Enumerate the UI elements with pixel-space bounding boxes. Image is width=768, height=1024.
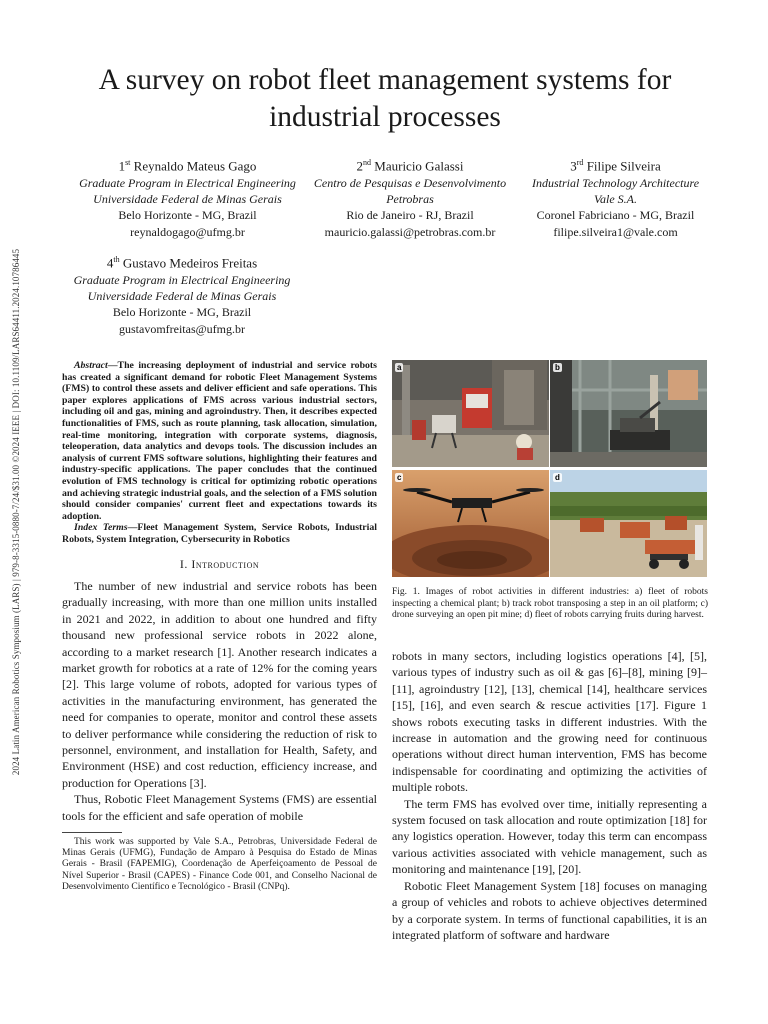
author-block-4: 4th Gustavo Medeiros Freitas Graduate Program in Electrical Engineering Universidade Federal de Minas Gerais Belo Horizonte - MG, Brazil gustavomfreitas@ufmg.br (52, 252, 312, 337)
intro-paragraph-1: The number of new industrial and service robots has been gradually increasing, with more than one million units installed in 2021 and 2022, in addition to about one hundred and fifty thousand new professional service robots in 2022 alone, according to a market research [1]. Another research indicates a market growth for robotics at a rate of 12% for the coming years [2]. This large volume of robots, adopted for various types of activities in the manufacturing environment, has generated the need for companies to operate, monitor and control these assets to deliver performance while considering the reduction of risk to personnel, environment, and installation for Health, Safety, and Environment (HSE) and cost reduction, efficiency increase, and production for Operations [3]. (62, 578, 377, 790)
author-affiliation: Industrial Technology Architecture (531, 175, 700, 190)
author-block-3: 3rd Filipe Silveira Industrial Technology Architecture Vale S.A. Coronel Fabriciano - MG, Brazil filipe.silveira1@vale.com (518, 155, 713, 240)
author-affiliation: Centro de Pesquisas e Desenvolvimento (313, 175, 507, 190)
author-affiliation: Graduate Program in Electrical Engineering (73, 272, 291, 287)
abstract (62, 360, 377, 522)
author-institution: Vale S.A. (594, 191, 637, 206)
publication-banner (8, 214, 24, 810)
author-name: Filipe Silveira (586, 158, 661, 174)
left-column (62, 360, 377, 893)
figure-panel-a (392, 360, 549, 467)
index-terms (62, 522, 377, 545)
right-paragraph-2: The term FMS has evolved over time, initially representing a system focused on task allocation and route optimization [18] for any logistics operation. However, today this term can encompass various activities associated with vehicle management, such as monitoring and maintenance [19], [20]. (392, 796, 707, 877)
author-name: Mauricio Galassi (374, 158, 464, 174)
footnote-divider (62, 832, 122, 833)
author-block-1: 1st Reynaldo Mateus Gago Graduate Program in Electrical Engineering Universidade Federal de Minas Gerais Belo Horizonte - MG, Brazil reynaldogago@ufmg.br (55, 155, 320, 240)
author-institution: Petrobras (386, 191, 434, 206)
author-location: Rio de Janeiro - RJ, Brazil (346, 208, 474, 223)
author-location: Coronel Fabriciano - MG, Brazil (536, 208, 695, 223)
abstract-text: —The increasing deployment of industrial and service robots has created a significant demand for robotic Fleet Management Systems (FMS) to control these assets and deliver efficient and safe operations. This paper explores applications of FMS across various industrial sectors, including oil and gas, mining and agroindustry. Then, it describes expected functionalities of FMS, such as route planning, task allocation, simulation, real-time monitoring, integration with corporate systems, diagnosis, teleoperation, data analytics and devops tools. The discussion includes an analysis of current FMS software solutions, highlighting their features and industry-specific applications. The paper concludes that the continued evolution of FMS technology is critical for optimizing robotic operations and achieving strategic industrial goals, and the selection of a FMS solution should consider companies' current fleet and expectations towards its adoption. (62, 360, 377, 522)
intro-paragraph-2: Thus, Robotic Fleet Management Systems (FMS) are essential tools for the efficient and safe operation of mobile (62, 792, 377, 823)
author-email: gustavomfreitas@ufmg.br (118, 321, 246, 336)
author-affiliation: Graduate Program in Electrical Engineering (79, 175, 296, 190)
author-name: Reynaldo Mateus Gago (133, 158, 257, 174)
oil-platform-track-robot-photo (550, 360, 707, 467)
index-terms-text: —Fleet Management System, Service Robots, Industrial Robots, System Integration, Cybersecurity in Robotics (62, 522, 377, 545)
figure-panel-c (392, 470, 549, 577)
figure-caption: Fig. 1. Images of robot activities in different industries: a) fleet of robots inspecting a chemical plant; b) track robot transposing a step in an oil platform; c) drone surveying an open pit mine; d) fleet of robots carrying fruits during harvest. (392, 587, 708, 620)
index-terms-label: Index Terms (74, 522, 128, 534)
right-column (392, 648, 707, 943)
author-location: Belo Horizonte - MG, Brazil (112, 305, 252, 320)
panel-label-a: a (397, 363, 402, 372)
chemical-plant-robots-photo (392, 360, 549, 467)
funding-footnote: This work was supported by Vale S.A., Petrobras, Universidade Federal de Minas Gerais (UFMG), Fundação de Amparo à Pesquisa do Estado de Minas Gerais - Brasil (FAPEMIG), Coordenação de Aperfeiçoamento de Pessoal de Nível Superior - Brasil (CAPES) - Finance Code 001, and Conselho Nacional de Desenvolvimento Científico e Tecnológico - Brasil (CNPq). (62, 837, 377, 892)
author-institution: Universidade Federal de Minas Gerais (93, 191, 282, 206)
author-institution: Universidade Federal de Minas Gerais (87, 288, 277, 303)
publication-banner-text: 2024 Latin American Robotics Symposium (LARS) | 979-8-3315-0880-7/24/$31.00 ©2024 IEEE | DOI: 10.1109/LARS64411.2024.10786445 (11, 248, 21, 776)
author-block-2: 2nd Mauricio Galassi Centro de Pesquisas e Desenvolvimento Petrobras Rio de Janeiro - RJ, Brazil mauricio.galassi@petrobras.com.br (305, 155, 515, 240)
panel-label-b: b (555, 363, 560, 372)
panel-label-d: d (555, 473, 560, 482)
author-email: mauricio.galassi@petrobras.com.br (324, 224, 496, 239)
author-name: Gustavo Medeiros Freitas (122, 255, 258, 271)
panel-label-c: c (397, 473, 402, 482)
right-paragraph-1: robots in many sectors, including logistics operations [4], [5], various types of industry such as oil & gas [6]–[8], mining [9]–[11], agroindustry [12], [13], chemical [14], healthcare services [15], [16], and even search & rescue activities [17]. Figure 1 shows robots executing tasks in different industries. With the increase in automation and the growing need for continuous operations without direct human intervention, FMS has become indispensable for coordinating and optimizing the activities of multiple robots. (392, 649, 707, 795)
author-email: filipe.silveira1@vale.com (553, 224, 678, 239)
figure-panel-b (550, 360, 707, 467)
drone-open-pit-mine-photo (392, 470, 549, 577)
right-paragraph-3: Robotic Fleet Management System [18] focuses on managing a group of vehicles and robots to achieve objectives determined by a corporate system. In terms of functional capabilities, it is an integrated platform of software and hardware (392, 878, 707, 942)
figure-1 (392, 360, 707, 578)
paper-title: A survey on robot fleet management systems for industrial processes (98, 64, 672, 133)
author-location: Belo Horizonte - MG, Brazil (118, 208, 257, 223)
section-heading: I. Introduction (179, 556, 260, 571)
harvest-robots-photo (550, 470, 707, 577)
abstract-label: Abstract (74, 360, 108, 371)
author-email: reynaldogago@ufmg.br (130, 224, 245, 239)
figure-panel-d (550, 470, 707, 577)
